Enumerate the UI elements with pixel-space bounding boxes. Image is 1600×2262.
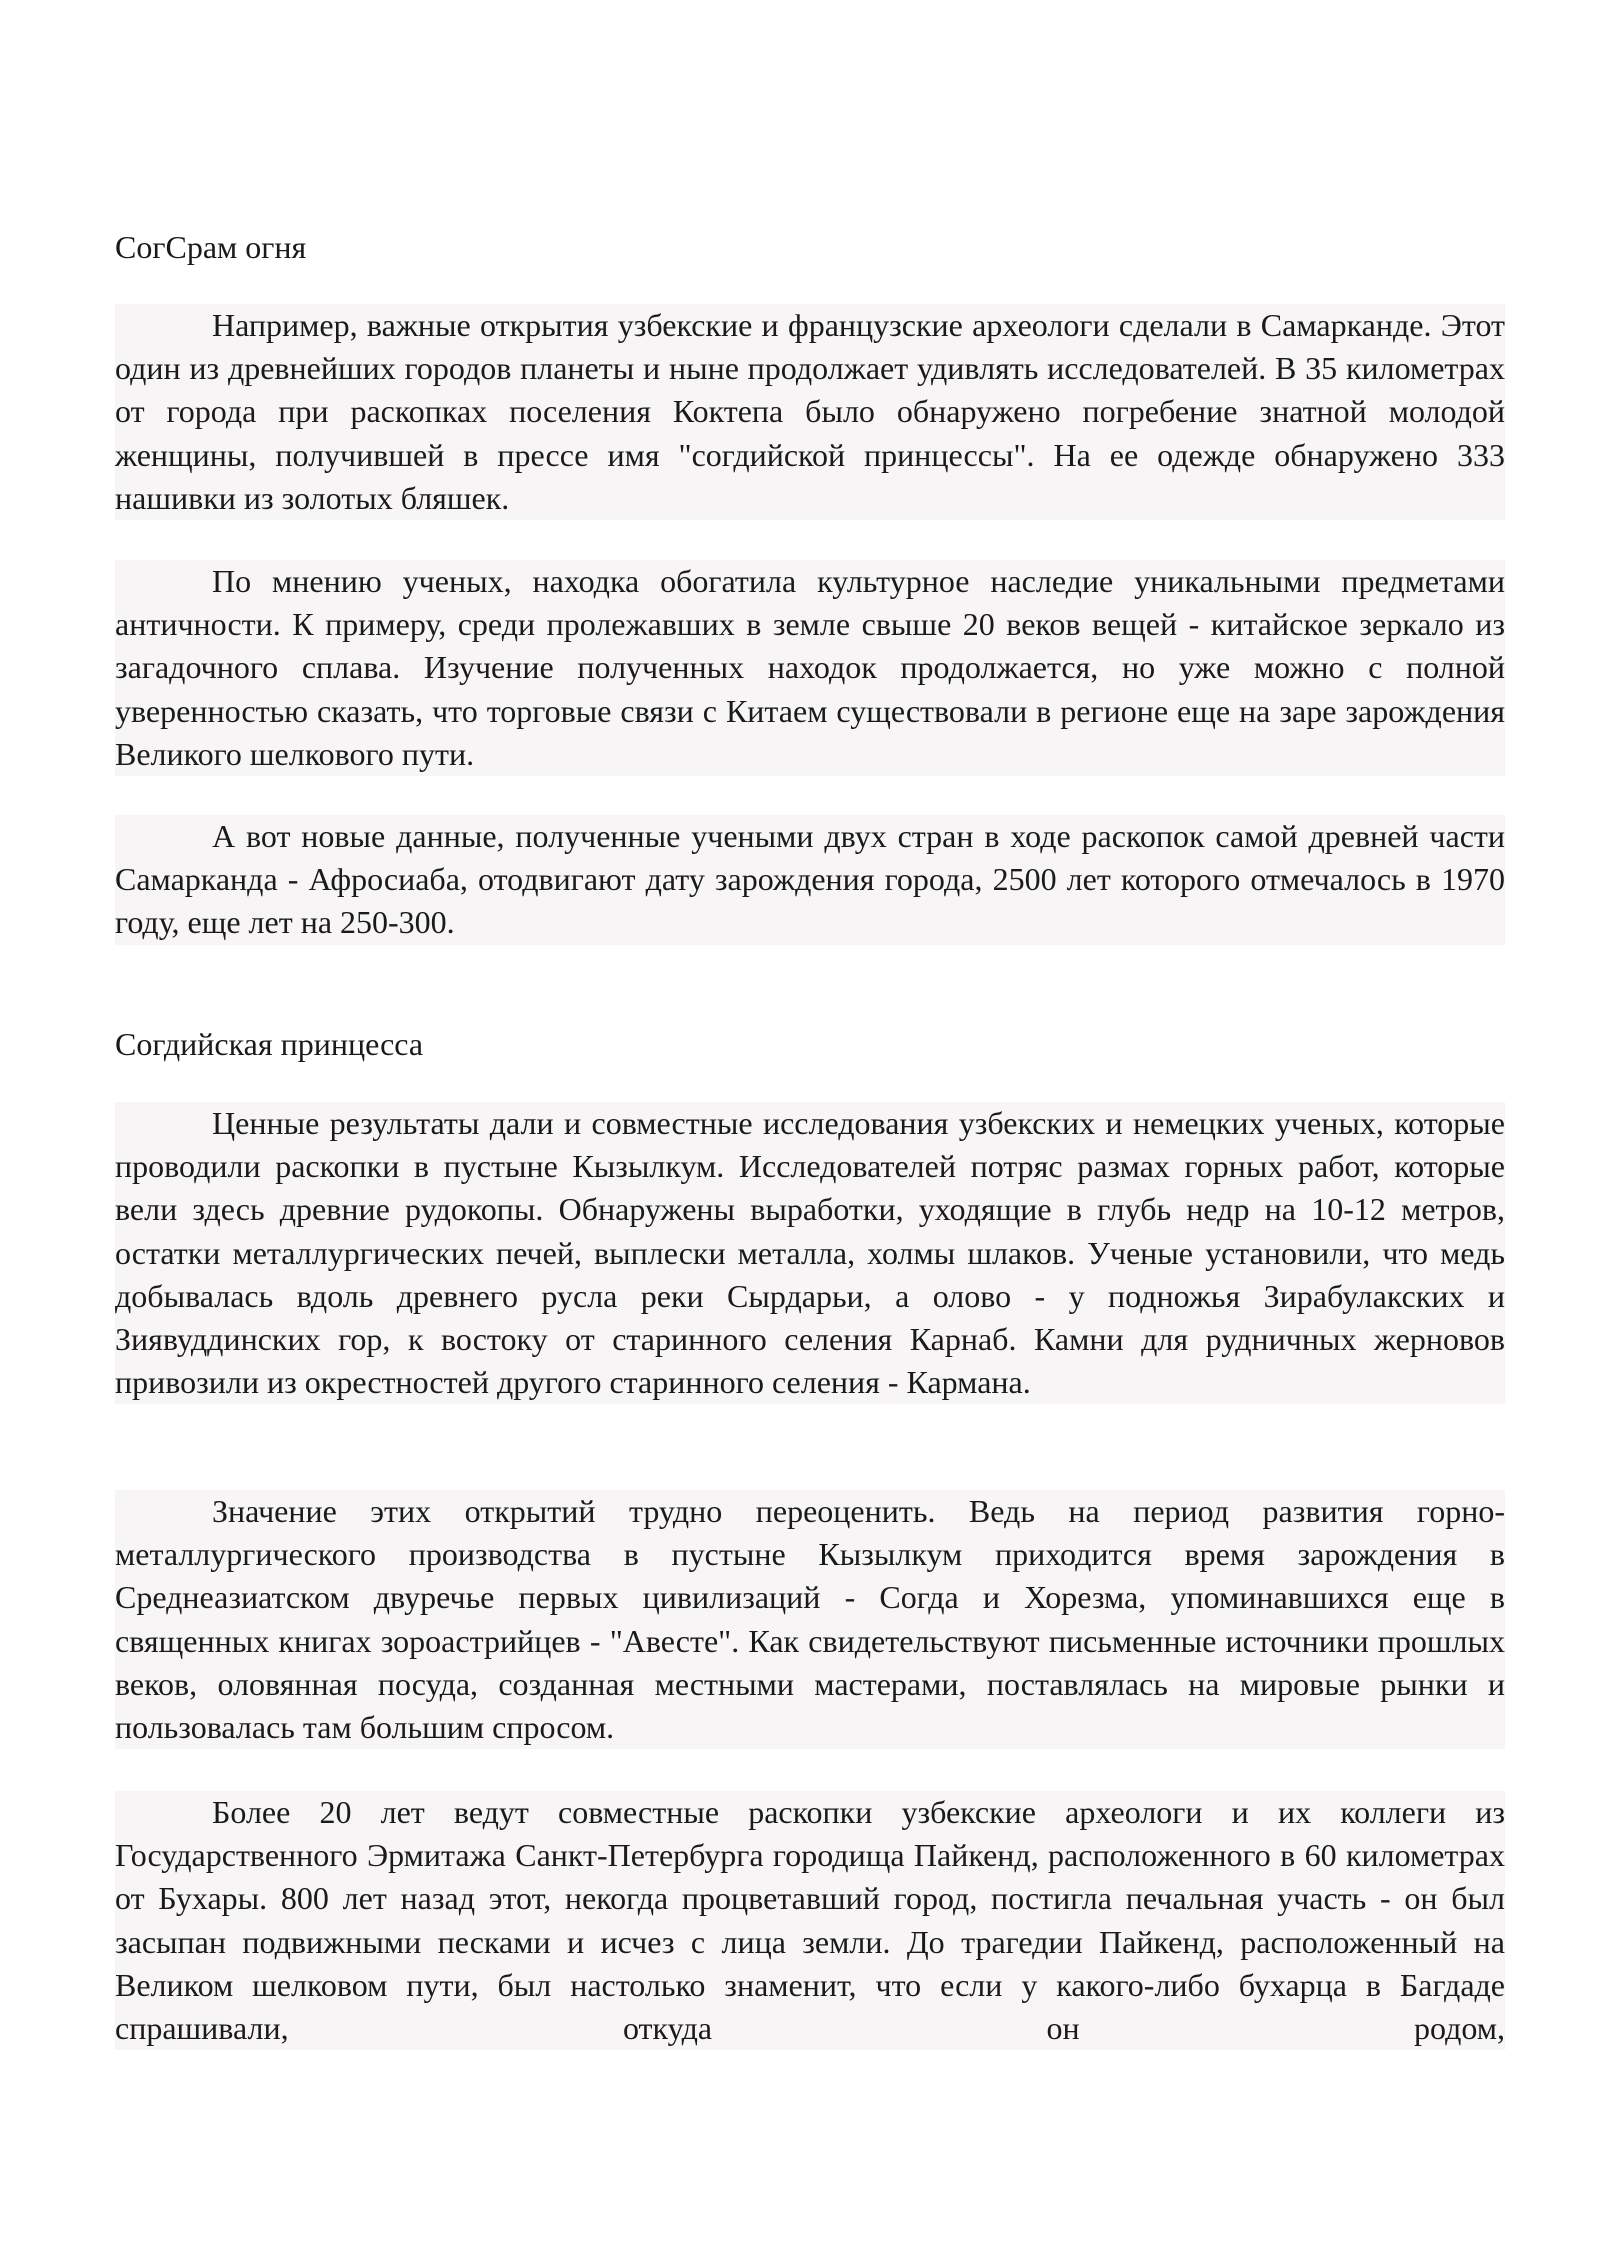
paragraph-samarkand-discoveries [115, 304, 1505, 520]
paragraph-text: Ценные результаты дали и совместные исследования узбекских и немецких ученых, которые проводили раскопки в пустыне Кызылкум. Исследователей потряс размах горных работ, которые вели здесь древние рудокопы. Обнаружены выработки, уходящие в глубь недр на 10-12 метров, остатки металлургических печей, выплески металла, холмы шлаков. Ученые установили, что медь добывалась вдоль древнего русла реки Сырдарьи, а олово - у подножья Зирабулакских и Зиявуддинских гор, к востоку от старинного селения Карнаб. Камни для рудничных жерновов привозили из окрестностей другого старинного селения - Кармана. [115, 1102, 1505, 1404]
section-heading-sogdian-princess [115, 1023, 1505, 1066]
paragraph-significance [115, 1490, 1505, 1749]
paragraph-text: Например, важные открытия узбекские и французские археологи сделали в Самарканде. Этот один из древнейших городов планеты и ныне продолжает удивлять исследователей. В 35 километрах от города при раскопках поселения Коктепа было обнаружено погребение знатной молодой женщины, получившей в прессе имя "согдийской принцессы". На ее одежде обнаружено 333 нашивки из золотых бляшек. [115, 304, 1505, 520]
paragraph-text: Более 20 лет ведут совместные раскопки узбекские археологи и их коллеги из Государственного Эрмитажа Санкт-Петербурга городища Пайкенд, расположенного в 60 километрах от Бухары. 800 лет назад этот, некогда процветавший город, постигла печальная участь - он был засыпан подвижными песками и исчез с лица земли. До трагедии Пайкенд, расположенный на Великом шелковом пути, был настолько знаменит, что если у какого-либо бухарца в Багдаде спрашивали, откуда он родом, [115, 1791, 1505, 2050]
paragraph-text: По мнению ученых, находка обогатила культурное наследие уникальными предметами античности. К примеру, среди пролежавших в земле свыше 20 веков вещей - китайское зеркало из загадочного сплава. Изучение полученных находок продолжается, но уже можно с полной уверенностью сказать, что торговые связи с Китаем существовали в регионе еще на заре зарождения Великого шелкового пути. [115, 560, 1505, 776]
paragraph-text: А вот новые данные, полученные учеными двух стран в ходе раскопок самой древней части Самарканда - Афросиаба, отодвигают дату зарождения города, 2500 лет которого отмечалось в 1970 году, еще лет на 250-300. [115, 815, 1505, 945]
section-heading-fire-temple [115, 226, 1505, 269]
paragraph-scientists-opinion [115, 560, 1505, 776]
section-title: Согдийская принцесса [115, 1026, 424, 1062]
section-title: СогСрам огня [115, 229, 307, 265]
paragraph-paikend-excavations [115, 1791, 1505, 2050]
paragraph-text: Значение этих открытий трудно переоценить. Ведь на период развития горно-металлургического производства в пустыне Кызылкум приходится время зарождения в Среднеазиатском двуречье первых цивилизаций - Согда и Хорезма, упоминавшихся еще в священных книгах зороастрийцев - "Авесте". Как свидетельствуют письменные источники прошлых веков, оловянная посуда, созданная местными мастерами, поставлялась на мировые рынки и пользовалась там большим спросом. [115, 1490, 1505, 1749]
paragraph-afrosiab-data [115, 815, 1505, 945]
paragraph-kyzylkum-research [115, 1102, 1505, 1404]
